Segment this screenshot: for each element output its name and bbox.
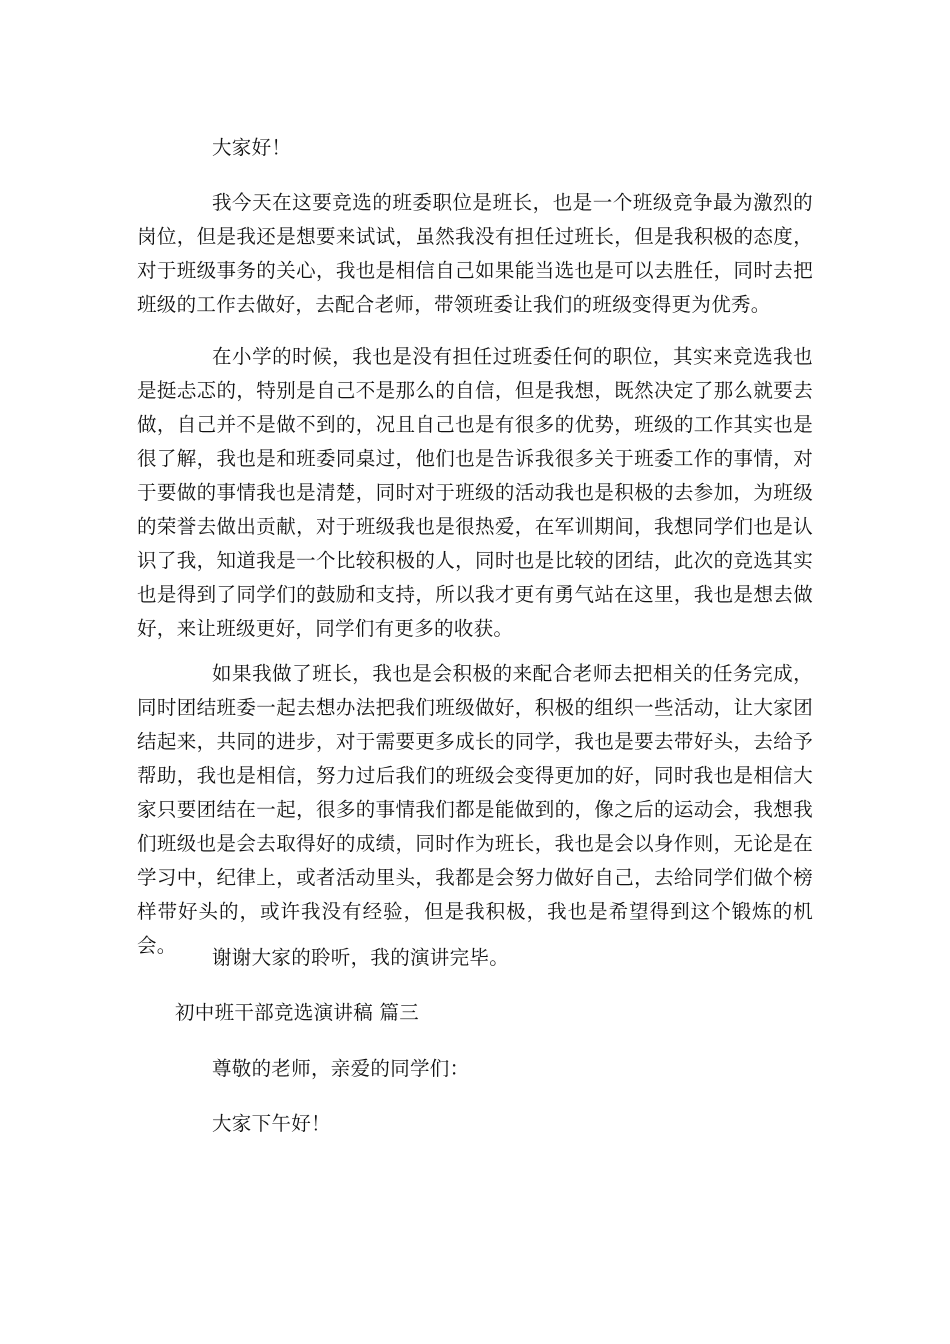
closing-line: 谢谢大家的聆听，我的演讲完毕。 [212, 946, 510, 969]
paragraph-candidacy-intro: 我今天在这要竞选的班委职位是班长，也是一个班级竞争最为激烈的岗位，但是我还是想要来试试，虽然我没有担任过班长，但是我积极的态度，对于班级事务的关心，我也是相信自己如果能当选也是可以去胜任，同时去把班级的工作去做好，去配合老师，带领班委让我们的班级变得更为优秀。 [137, 191, 813, 316]
greeting-line-afternoon: 大家下午好！ [212, 1112, 331, 1135]
salutation-line: 尊敬的老师，亲爱的同学们： [212, 1057, 470, 1080]
paragraph-plans: 如果我做了班长，我也是会积极的来配合老师去把相关的任务完成，同时团结班委一起去想办法把我们班级做好，积极的组织一些活动，让大家团结起来，共同的进步，对于需要更多成长的同学，我也是要去带好头，去给予帮助，我也是相信，努力过后我们的班级会变得更加的好，同时我也是相信大家只要团结在一起，很多的事情我们都是能做到的，像之后的运动会，我想我们班级也是会去取得好的成绩，同时作为班长，我也是会以身作则，无论是在学习中，纪律上，或者活动里头，我都是会努力做好自己，去给同学们做个榜样带好头的，或许我没有经验，但是我积极，我也是希望得到这个锻炼的机会。 [137, 662, 813, 957]
paragraph-background: 在小学的时候，我也是没有担任过班委任何的职位，其实来竞选我也是挺忐忑的，特别是自己不是那么的自信，但是我想，既然决定了那么就要去做，自己并不是做不到的，况且自己也是有很多的优势，班级的工作其实也是很了解，我也是和班委同桌过，他们也是告诉我很多关于班委工作的事情，对于要做的事情我也是清楚，同时对于班级的活动我也是积极的去参加，为班级的荣誉去做出贡献，对于班级我也是很热爱，在军训期间，我想同学们也是认识了我，知道我是一个比较积极的人，同时也是比较的团结，此次的竞选其实也是得到了同学们的鼓励和支持，所以我才更有勇气站在这里，我也是想去做好，来让班级更好，同学们有更多的收获。 [137, 345, 813, 640]
section-title: 初中班干部竞选演讲稿 篇三 [175, 1001, 420, 1024]
greeting-line: 大家好！ [212, 136, 292, 159]
